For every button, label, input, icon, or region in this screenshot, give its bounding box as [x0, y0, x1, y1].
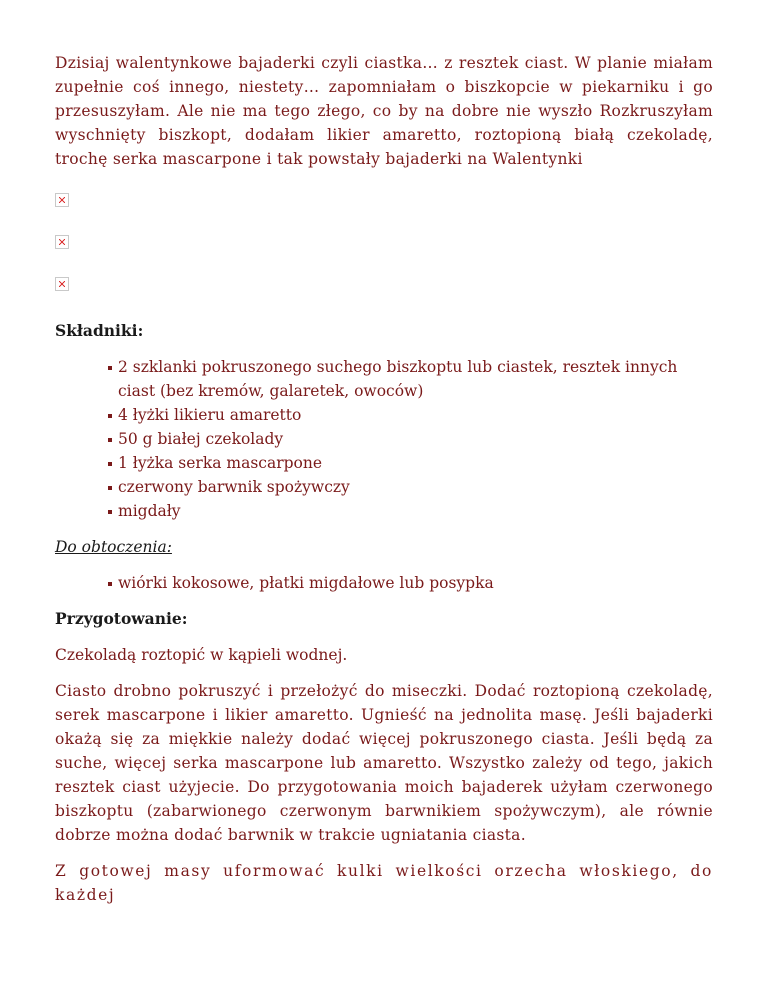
- list-item: 1 łyżka serka mascarpone: [108, 451, 713, 475]
- list-item: 50 g białej czekolady: [108, 427, 713, 451]
- list-item: czerwony barwnik spożywczy: [108, 475, 713, 499]
- list-item: 2 szklanki pokruszonego suchego biszkoptu lub ciastek, resztek innych ciast (bez kremów, galaretek, owoców): [108, 355, 713, 403]
- coating-heading: Do obtoczenia:: [55, 538, 172, 556]
- image-placeholders: [55, 193, 713, 291]
- step-paragraph: Z gotowej masy uformować kulki wielkości orzecha włoskiego, do każdej: [55, 862, 713, 904]
- list-item: 4 łyżki likieru amaretto: [108, 403, 713, 427]
- coating-list: [55, 571, 713, 595]
- broken-image-icon[interactable]: [55, 277, 69, 291]
- step-paragraph: Czekoladą roztopić w kąpieli wodnej.: [55, 646, 348, 664]
- ingredients-list: [55, 355, 713, 523]
- list-item: migdały: [108, 499, 713, 523]
- broken-image-icon[interactable]: [55, 235, 69, 249]
- intro-paragraph: Dzisiaj walentynkowe bajaderki czyli ciastka… z resztek ciast. W planie miałam zupełnie coś innego, niestety… zapomniałam o biszkopcie w piekarniku i go przesuszyłam. Ale nie ma tego złego, co by na dobre nie wyszło Rozkruszyłam wyschnięty biszkopt, dodałam likier amaretto, roztopioną białą czekoladę, trochę serka mascarpone i tak powstały bajaderki na Walentynki: [55, 54, 713, 168]
- list-item: wiórki kokosowe, płatki migdałowe lub posypka: [108, 571, 713, 595]
- ingredients-heading: Składniki:: [55, 321, 144, 340]
- step-paragraph: Ciasto drobno pokruszyć i przełożyć do miseczki. Dodać roztopioną czekoladę, serek mascarpone i likier amaretto. Ugnieść na jednolita masę. Jeśli bajaderki okażą się za miękkie należy dodać więcej pokruszonego ciasta. Jeśli będą za suche, więcej serka mascarpone lub amaretto. Wszystko zależy od tego, jakich resztek ciast użyjecie. Do przygotowania moich bajaderek użyłam czerwonego biszkoptu (zabarwionego czerwonym barwnikiem spożywczym), ale równie dobrze można dodać barwnik w trakcie ugniatania ciasta.: [55, 682, 713, 844]
- preparation-heading: Przygotowanie:: [55, 609, 188, 628]
- broken-image-icon[interactable]: [55, 193, 69, 207]
- article-body: [55, 51, 713, 919]
